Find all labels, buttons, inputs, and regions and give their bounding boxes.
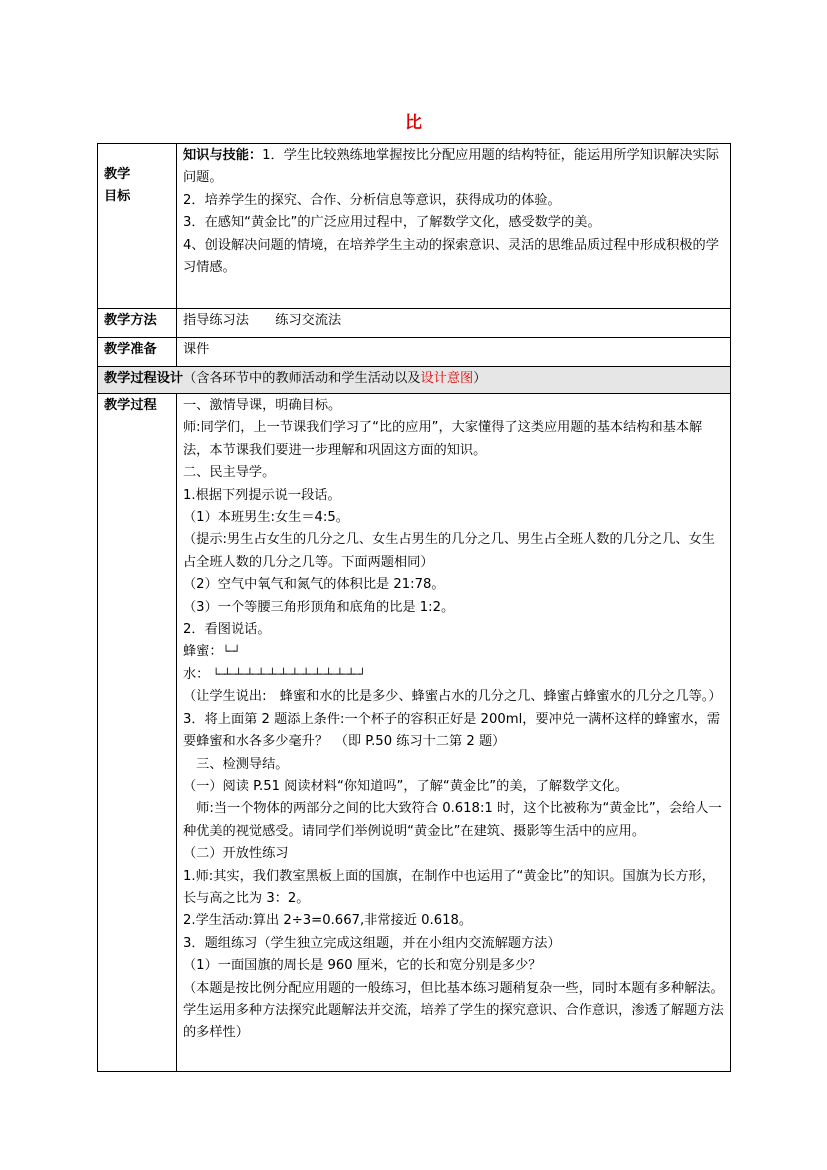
goal-lead: 知识与技能：	[183, 148, 263, 163]
process-line: 2.学生活动:算出 2÷3=0.667,非常接近 0.618。	[183, 913, 473, 929]
honey-bar: └─┘	[222, 645, 240, 659]
process-line: （1）本班男生:女生＝4:5。	[183, 510, 349, 526]
process-line: （提示:男生占女生的几分之几、女生占男生的几分之几、男生占全班人数的几分之几、女生占全班人数的几分之几等。下面两题相同）	[183, 532, 715, 570]
process-line: 师:当一个物体的两部分之间的比大致符合 0.618:1 时，这个比被称为“黄金比”，会给人一种优美的视觉感受。请同学们举例说明“黄金比”在建筑、摄影等生活中的应用。	[183, 801, 722, 839]
process-content	[177, 394, 731, 1072]
method-label: 教学方法	[98, 309, 177, 338]
process-line: 二、民主导学。	[183, 465, 276, 481]
process-line: （让学生说出: 蜂蜜和水的比是多少、蜂蜜占水的几分之几、蜂蜜占蜂蜜水的几分之几等。）	[183, 689, 722, 705]
method-value: 指导练习法 练习交流法	[177, 309, 731, 338]
goal-3: 3．在感知“黄金比”的广泛应用过程中，了解数学文化，感受数学的美。	[183, 215, 601, 231]
process-line: 一、激情导课，明确目标。	[183, 398, 342, 413]
prep-value: 课件	[177, 338, 731, 367]
goals-row	[98, 144, 731, 309]
goal-2: 2．培养学生的探究、合作、分析信息等意识，获得成功的体验。	[183, 192, 561, 208]
goal-1	[183, 145, 726, 190]
goals-label-line1: 教学	[104, 167, 131, 182]
goals-content	[177, 144, 731, 309]
water-line	[183, 664, 726, 686]
water-bar: └─┴─┴─┴─┴─┴─┴─┴─┴─┴─┴─┴─┴─┘	[202, 667, 365, 681]
process-line: 师:同学们，上一节课我们学习了“比的应用”，大家懂得了这类应用题的基本结构和基本解法，本节课我们要进一步理解和巩固这方面的知识。	[183, 420, 703, 458]
process-line: 2．看图说话。	[183, 622, 271, 638]
prep-row	[98, 338, 731, 367]
design-note-after: ）	[473, 371, 487, 386]
process-row	[98, 394, 731, 1072]
goals-label-line2: 目标	[104, 189, 131, 205]
process-line: （1）一面国旗的周长是 960 厘米，它的长和宽分别是多少？	[183, 958, 542, 974]
design-note-before: （含各环节中的教师活动和学生活动以及	[183, 371, 421, 386]
process-line: 3．题组练习（学生独立完成这组题，并在小组内交流解题方法）	[183, 935, 561, 951]
goal-1-text: 1．学生比较熟练地掌握按比分配应用题的结构特征，能运用所学知识解决实际问题。	[183, 148, 719, 186]
process-line: （3）一个等腰三角形顶角和底角的比是 1:2。	[183, 599, 455, 615]
process-line: 三、检测导结。	[183, 756, 289, 772]
honey-line	[183, 641, 726, 663]
goal-4: 4、创设解决问题的情境，在培养学生主动的探索意识、灵活的思维品质过程中形成积极的学习情感。	[183, 237, 719, 276]
design-row	[98, 367, 731, 394]
process-line: 1.根据下列提示说一段话。	[183, 487, 341, 503]
process-line: 3．将上面第 2 题添上条件:一个杯子的容积正好是 200ml，要冲兑一满杯这样的蜂蜜水，需要蜂蜜和水各多少毫升？ （即 P.50 练习十二第 2 题）	[183, 711, 721, 750]
process-line: （本题是按比例分配应用题的一般练习，但比基本练习题稍复杂一些，同时本题有多种解法。学生运用多种方法探究此题解法并交流，培养了学生的探究意识、合作意识，渗透了解题方法的多样性）	[183, 980, 724, 1041]
method-row	[98, 309, 731, 338]
process-line: （2）空气中氧气和氮气的体积比是 21:78。	[183, 577, 445, 593]
prep-label: 教学准备	[98, 338, 177, 367]
page-title: 比	[405, 113, 422, 133]
design-note-red: 设计意图	[420, 371, 474, 386]
honey-label: 蜂蜜：	[183, 644, 223, 660]
process-line: （一）阅读 P.51 阅读材料“你知道吗”，了解“黄金比”的美，了解数学文化。	[183, 778, 629, 794]
process-label: 教学过程	[98, 394, 177, 1072]
design-label: 教学过程设计	[104, 371, 184, 386]
process-line: （二）开放性练习	[183, 846, 289, 862]
design-cell	[98, 367, 731, 394]
goals-label	[98, 144, 177, 309]
water-label: 水：	[183, 666, 203, 682]
lesson-plan-table	[97, 143, 731, 1072]
process-line: 1.师:其实，我们教室黑板上面的国旗，在制作中也运用了“黄金比”的知识。国旗为长方形，长与高之比为 3：2。	[183, 868, 715, 906]
